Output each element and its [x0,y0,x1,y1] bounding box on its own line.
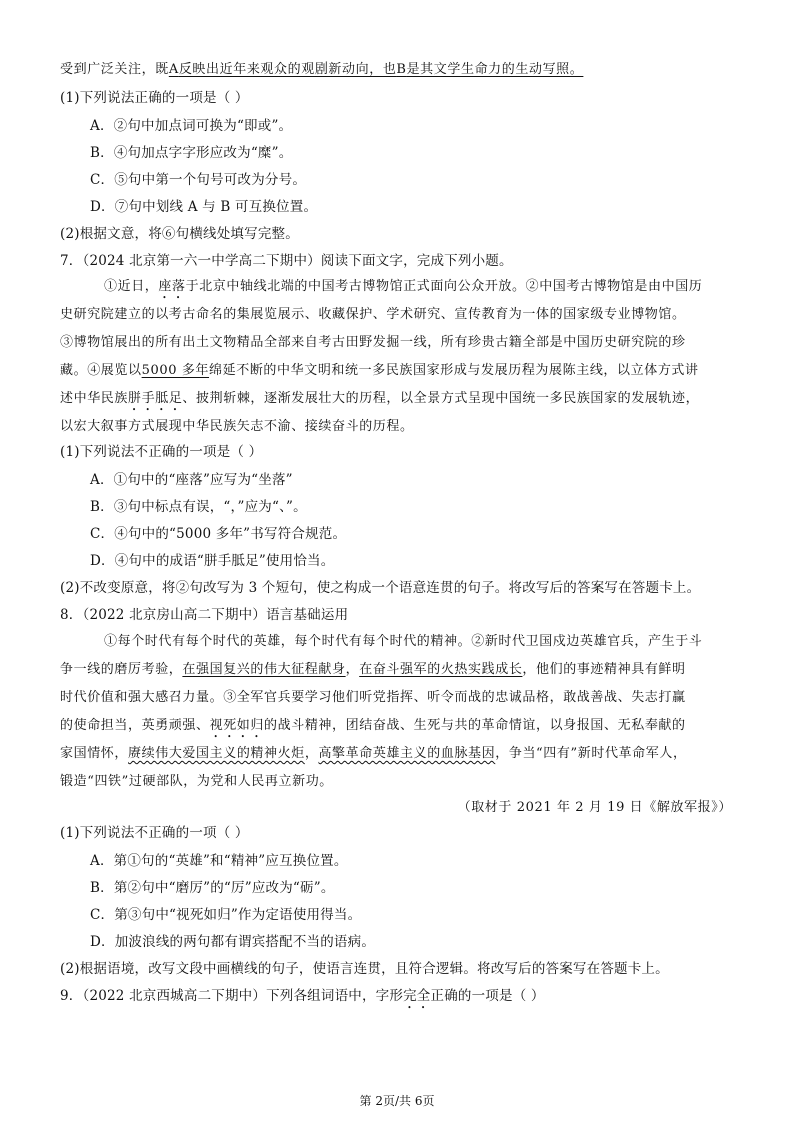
text: 正确的一项是（ ） [430,988,545,1004]
q7-passage-line: ③博物馆展出的所有出土文物精品全部来自考古田野发掘一线，所有珍贵古籍全部是中国历史研究院的珍 [60,335,686,350]
text: 述中华民族 [60,391,129,406]
q7-subquestion-2: (2)不改变原意，将②句改写为 3 个短句，使之构成一个语意连贯的句子。将改写后的答案写在答题卡上。 [60,580,701,596]
q8-source: （取材于 2021 年 2 月 19 日《解放军报》） [457,800,732,815]
q8-option-a: A．第①句的“英雄”和“精神”应互换位置。 [90,853,348,869]
q7-option-c: C．④句中的“5000 多年”书写符合规范。 [90,526,347,542]
q7-option-d: D．④句中的成语“胼手胝足”使用恰当。 [90,553,335,569]
q8-passage-line: 时代价值和强大感召力量。③全军官兵要学习他们听党指挥、听令而战的忠诚品格，敢战善战、失志打赢 [60,690,686,705]
text: 藏。④展览以 [60,363,142,378]
underlined-text: 在奋斗强军的火热实践成长 [359,662,523,677]
text: 受到广泛关注，既 [60,62,169,77]
q7-header: 7．（2024 北京第一六一中学高二下期中）阅读下面文字，完成下列小题。 [60,253,513,269]
q7-passage-line: 以宏大叙事方式展现中华民族矢志不渝、接续奋斗的历程。 [60,419,414,434]
q7-passage-line [60,389,740,414]
wavy-underlined-text: 赓续伟大爱国主义的精神火炬 [128,746,305,761]
q9-header [60,986,740,1012]
q8-passage-line: 锻造“四铁”过硬部队，为党和人民再立新功。 [60,774,333,789]
q7-subquestion-1: (1)下列说法不正确的一项是（ ） [60,444,263,460]
text: 争一线的磨厉考验， [60,662,183,677]
q8-subquestion-1: (1)下列说法不正确的一项（ ） [60,825,249,841]
q8-passage-line [60,744,740,764]
q8-passage-line: ①每个时代有每个时代的英雄，每个时代有每个时代的精神。②新时代卫国戍边英雄官兵，产生于斗 [104,634,703,649]
q7-option-a: A．①句中的“座落”应写为“坐落” [90,472,293,488]
text: 、披荆斩棘，逐渐发展壮大的历程，以全景方式呈现中国统一多民族国家的发展轨迹， [182,391,700,406]
q6-subquestion-2: (2)根据文意，将⑥句横线处填写完整。 [60,226,299,242]
text: 绵延不断的中华文明和统一多民族国家形成与发展历程为展陈主线，以立体方式讲 [209,363,699,378]
dotted-word: 座落 [158,279,186,294]
text: ①近日， [104,279,159,294]
q6-subquestion-1: (1)下列说法正确的一项是（ ） [60,90,249,106]
q6-option-d: D．⑦句中划线 A 与 B 可互换位置。 [90,199,318,215]
text: 的战斗精神，团结奋战、生死与共的革命情谊，以身报国、无私奉献的 [264,718,686,733]
q8-option-c: C．第③句中“视死如归”作为定语使用得当。 [90,907,362,923]
q7-passage-line: 史研究院建立的以考古命名的集展览展示、收藏保护、学术研究、宣传教育为一体的国家级专业博物馆。 [60,307,686,322]
dotted-word: 胼手胝足 [128,391,183,406]
q7-option-b: B．③句中标点有误，“，”应为“、”。 [90,499,307,515]
text: ，争当“四有”新时代革命军人， [495,746,687,761]
underline-mark-a: A [168,62,179,77]
text: ，他们的事迹精神具有鲜明 [522,662,686,677]
q7-passage-line [104,277,784,302]
underlined-text: 是其文学生命力的生动写照。 [406,62,584,77]
q8-header: 8．（2022 北京房山高二下期中）语言基础运用 [60,607,349,623]
underlined-text: 5000 多年 [141,363,210,378]
q8-option-b: B．第②句中“磨厉”的“厉”应改为“砺”。 [90,880,335,896]
q7-passage-line [60,361,740,381]
q6-passage-tail [60,60,740,80]
text: 9．（2022 北京西城高二下期中）下列各组词语中，字形 [60,988,404,1004]
page-number-footer: 第 2页/共 6页 [359,1094,435,1108]
q8-subquestion-2: (2)根据语境，改写文段中画横线的句子，使语言连贯，且符合逻辑。将改写后的答案写在答题卡上。 [60,961,669,977]
q8-passage-line [60,660,740,680]
q8-option-d: D．加波浪线的两句都有谓宾搭配不当的语病。 [90,934,376,950]
dotted-word: 视死如归 [209,718,265,733]
text: 的使命担当，英勇顽强、 [60,718,210,733]
dotted-word: 完全 [403,988,431,1004]
q6-option-a: A．②句中加点词可换为“即或”。 [90,118,293,134]
text: 于北京中轴线北端的中国考古博物馆正式面向公众开放。②中国考古博物馆是由中国历 [185,279,703,294]
underlined-text: 在强国复兴的伟大征程献身 [182,662,346,677]
q6-option-b: B．④句加点字字形应改为“糜”。 [90,145,293,161]
text: ， [304,746,319,761]
text: ， [345,662,360,677]
underline-mark-b: B [396,62,407,77]
q8-passage-line [60,716,740,741]
underlined-text: 反映出近年来观众的观剧新动向，也 [178,62,397,77]
q6-option-c: C．⑤句中第一个句号可改为分号。 [90,172,307,188]
wavy-underlined-text: 高擎革命英雄主义的血脉基因 [318,746,496,761]
text: 家国情怀， [60,746,129,761]
